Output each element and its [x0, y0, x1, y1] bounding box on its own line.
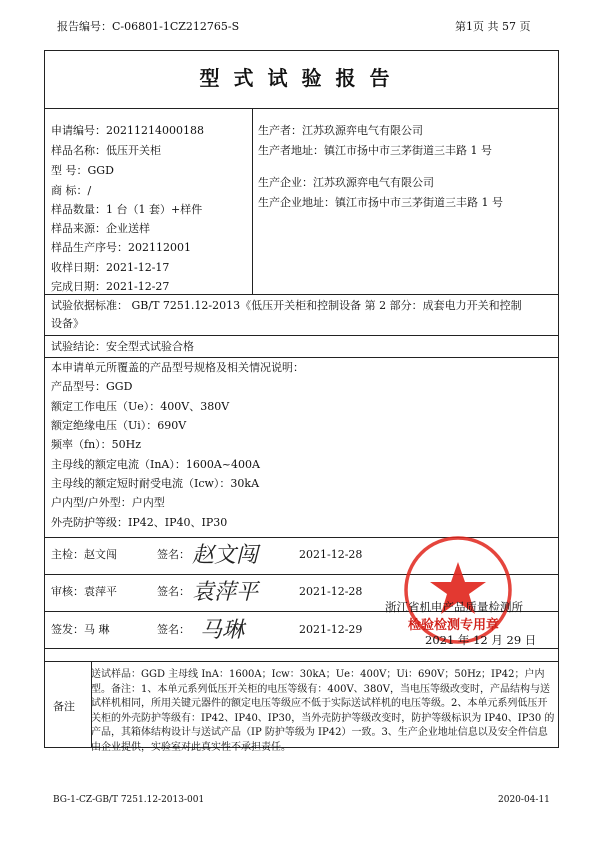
sign-label: 签名：: [157, 585, 190, 598]
sample-quantity: 样品数量：1 台（1 套）+样件: [51, 203, 203, 216]
report-number: 报告编号：C-06801-1CZ212765-S: [57, 20, 240, 33]
remark-label: 备注: [53, 700, 75, 713]
coverage-item: 额定绝缘电压（Ui）：690V: [51, 419, 187, 432]
inspector-date: 2021-12-28: [299, 548, 363, 561]
report-title: 型式试验报告: [199, 66, 404, 90]
footer-date: 2020-04-11: [498, 795, 550, 805]
footer-form-code: BG-1-CZ-GB/T 7251.12-2013-001: [53, 795, 205, 805]
coverage-item: 产品型号：GGD: [51, 380, 133, 393]
sample-source: 样品来源：企业送样: [51, 222, 150, 235]
test-conclusion: 试验结论：安全型式试验合格: [51, 340, 194, 353]
producer: 生产者：江苏玖源弈电气有限公司: [258, 124, 423, 137]
reviewer-signature: 袁萍平: [192, 580, 259, 605]
sign-label: 签名：: [157, 623, 190, 636]
remark-text: 送试样品：GGD 主母线 InA：1600A；Icw：30kA；Ue：400V；Ui：690V；50Hz；IP42；户内型。备注：1、本单元系列低压开关柜的电压等级有：400V、380V，当电压等级改变时，产品结构与送试样机相同，所用关键元器件的额定电压等级应不低于实际送试样机的电压等级。2、本单元系列低压开关柜的外壳防护等级有：IP42、IP40、IP30，当外壳防护等级改变时，防护等级标识为 IP40、IP30 的产品，其箱体结构设计与送试产品（IP 防护等级为 IP42）一致。3、生产企业地址信息以及安全件信息由企业提供，实验室对此真实性不承担责任。: [91, 669, 555, 753]
stamp-seal-text: 检验检测专用章: [408, 618, 500, 633]
application-number: 申请编号：20211214000188: [51, 124, 204, 137]
producer-address: 生产者地址：镇江市扬中市三茅街道三丰路 1 号: [258, 144, 492, 157]
coverage-intro: 本申请单元所覆盖的产品型号规格及相关情况说明：: [51, 361, 304, 374]
stamp-date: 2021 年 12 月 29 日: [425, 633, 537, 647]
inspector-signature: 赵文闯: [192, 543, 259, 568]
approver-date: 2021-12-29: [299, 623, 363, 636]
sample-serial: 样品生产序号：202112001: [51, 241, 191, 254]
completed-date: 完成日期：2021-12-27: [51, 280, 170, 293]
inspector-role: 主检：赵文闯: [51, 548, 117, 561]
stamp-organization: 浙江省机电产品质量检测所: [385, 600, 523, 614]
coverage-item: 主母线的额定电流（InA）：1600A~400A: [51, 458, 260, 471]
approver-role: 签发：马 琳: [51, 623, 110, 636]
coverage-item: 频率（fn）：50Hz: [51, 438, 142, 451]
factory: 生产企业：江苏玖源弈电气有限公司: [258, 176, 434, 189]
coverage-item: 额定工作电压（Ue）：400V、380V: [51, 400, 230, 413]
sign-label: 签名：: [157, 548, 190, 561]
test-basis-line2: 设备》: [51, 317, 84, 330]
approver-signature: 马琳: [200, 618, 245, 643]
received-date: 收样日期：2021-12-17: [51, 261, 170, 274]
coverage-item: 户内型/户外型：户内型: [51, 496, 165, 509]
reviewer-role: 审核：袁萍平: [51, 585, 117, 598]
coverage-item: 外壳防护等级：IP42、IP40、IP30: [51, 516, 228, 529]
coverage-item: 主母线的额定短时耐受电流（Icw）：30kA: [51, 477, 260, 490]
model: 型 号：GGD: [51, 164, 114, 177]
page-number: 第1页 共 57 页: [455, 20, 531, 33]
test-basis-line1: 试验依据标准： GB/T 7251.12-2013《低压开关柜和控制设备 第 2 部分：成套电力开关和控制: [51, 299, 522, 312]
trademark: 商 标：/: [51, 184, 92, 197]
reviewer-date: 2021-12-28: [299, 585, 363, 598]
factory-address: 生产企业地址：镇江市扬中市三茅街道三丰路 1 号: [258, 196, 503, 209]
sample-name: 样品名称：低压开关柜: [51, 144, 161, 157]
